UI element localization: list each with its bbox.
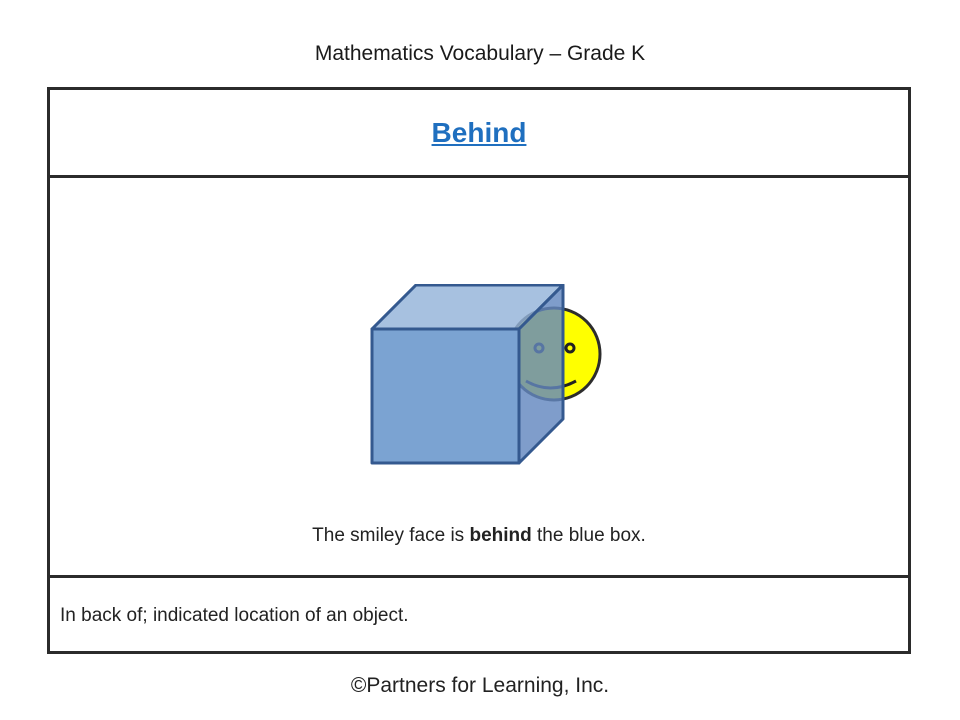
copyright-footer: ©Partners for Learning, Inc. (350, 674, 610, 697)
caption-tail: the blue box. (531, 525, 646, 546)
definition-text: In back of; indicated location of an object. (60, 605, 409, 626)
illustration-band (50, 178, 908, 578)
title-band (50, 90, 908, 178)
blue-box-front-face (372, 329, 519, 463)
deck-header: Mathematics Vocabulary – Grade K (314, 42, 646, 65)
vocabulary-word-link[interactable]: Behind (431, 117, 527, 148)
vocabulary-card (47, 87, 911, 654)
cube-and-smiley-illustration (360, 284, 620, 474)
blue-box (372, 285, 563, 463)
example-caption (50, 525, 908, 547)
caption-lead: The smiley face is (312, 525, 470, 546)
caption-emphasis: behind (469, 525, 532, 546)
